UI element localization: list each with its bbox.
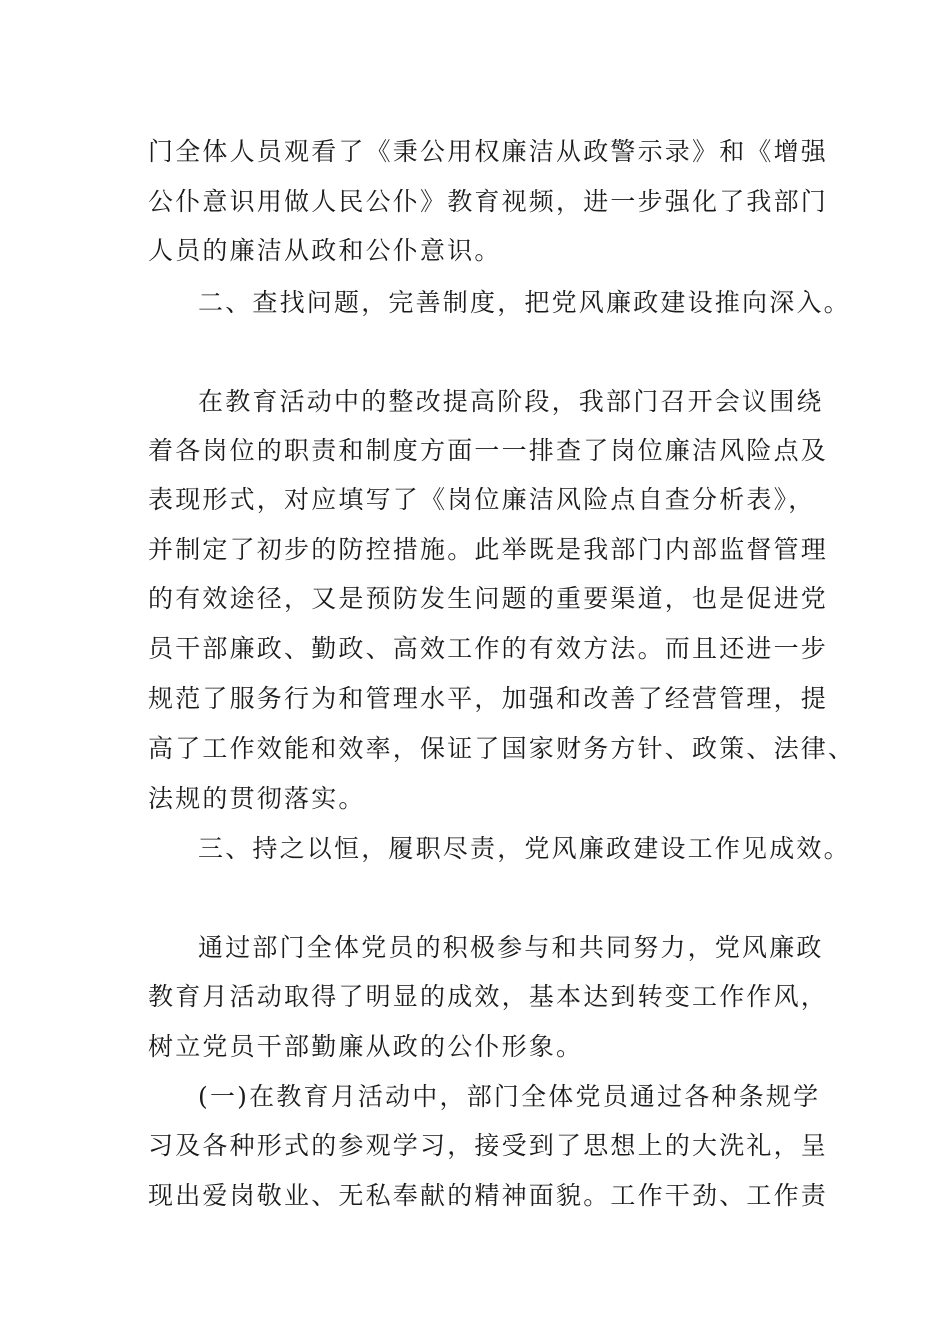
text-line-16: 教育月活动取得了明显的成效，基本达到转变工作作风， [148, 982, 829, 1011]
text-line-9: 的有效途径，又是预防发生问题的重要渠道，也是促进党 [148, 584, 829, 613]
text-line-6: 着各岗位的职责和制度方面一一排查了岗位廉洁风险点及 [148, 436, 829, 465]
section-heading-2: 二、查找问题，完善制度，把党风廉政建设推向深入。 [198, 288, 851, 317]
text-line-15: 通过部门全体党员的积极参与和共同努力，党风廉政 [198, 933, 824, 962]
text-line-5: 在教育活动中的整改提高阶段，我部门召开会议围绕 [198, 387, 824, 416]
text-line-7: 表现形式，对应填写了《岗位廉洁风险点自查分析表》， [148, 485, 816, 514]
section-heading-3: 三、持之以恒，履职尽责，党风廉政建设工作见成效。 [198, 834, 851, 863]
text-line-18: (一)在教育月活动中，部门全体党员通过各种条规学 [198, 1082, 821, 1111]
text-line-19: 习及各种形式的参观学习，接受到了思想上的大洗礼，呈 [148, 1131, 829, 1160]
text-line-20: 现出爱岗敬业、无私奉献的精神面貌。工作干劲、工作责 [148, 1181, 829, 1210]
text-line-11: 规范了服务行为和管理水平，加强和改善了经营管理，提 [148, 684, 829, 713]
text-line-12: 高了工作效能和效率，保证了国家财务方针、政策、法律、 [148, 734, 856, 763]
text-line-13: 法规的贯彻落实。 [148, 784, 366, 813]
text-line-8: 并制定了初步的防控措施。此举既是我部门内部监督管理 [148, 535, 829, 564]
text-line-1: 门全体人员观看了《秉公用权廉洁从政警示录》和《增强 [148, 137, 829, 166]
text-line-10: 员干部廉政、勤政、高效工作的有效方法。而且还进一步 [148, 634, 829, 663]
text-line-17: 树立党员干部勤廉从政的公仆形象。 [148, 1032, 584, 1061]
text-line-2: 公仆意识用做人民公仆》教育视频，进一步强化了我部门 [148, 187, 829, 216]
text-line-3: 人员的廉洁从政和公仆意识。 [148, 236, 502, 265]
